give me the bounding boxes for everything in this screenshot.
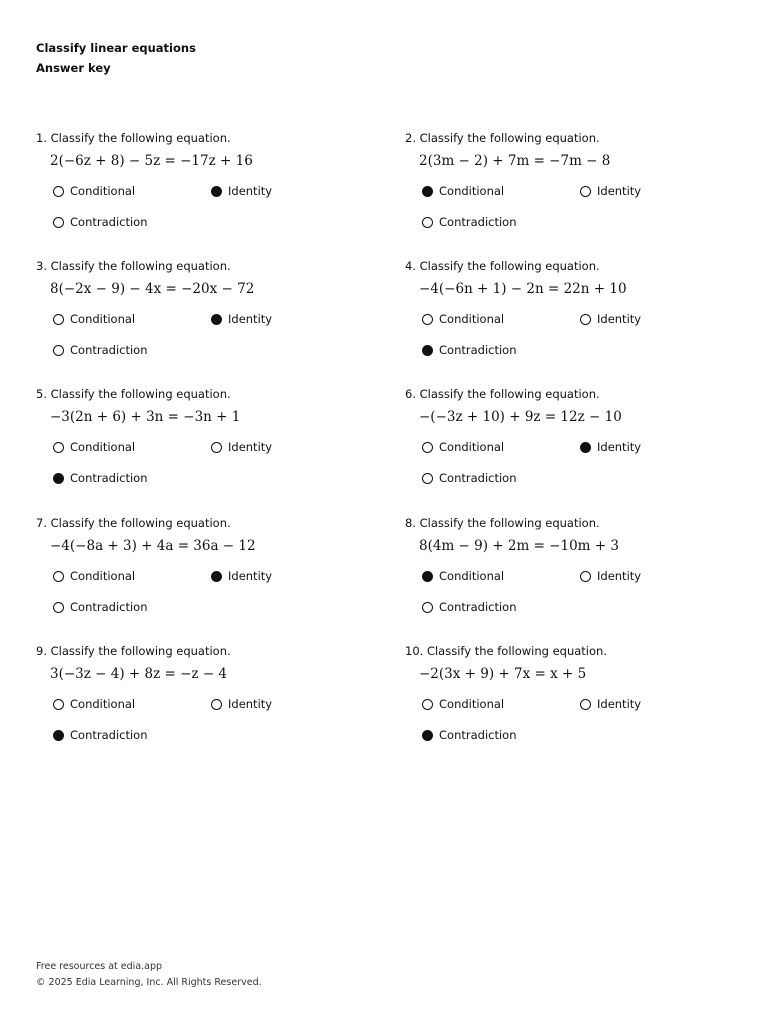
option-conditional[interactable] [53, 440, 135, 454]
option-label: Identity [228, 697, 273, 711]
option-contradiction[interactable] [53, 471, 148, 485]
problem-prompt: 7. Classify the following equation. [36, 516, 231, 530]
option-conditional[interactable] [422, 184, 504, 198]
radio-empty-icon[interactable] [53, 345, 64, 356]
problem-equation: 8(−2x − 9) − 4x = −20x − 72 [50, 281, 255, 297]
problem-prompt: 2. Classify the following equation. [405, 131, 600, 145]
option-contradiction[interactable] [53, 600, 148, 614]
option-identity[interactable] [211, 312, 272, 326]
option-label: Conditional [439, 184, 505, 198]
option-label: Conditional [439, 440, 505, 454]
radio-empty-icon[interactable] [422, 699, 433, 710]
radio-empty-icon[interactable] [53, 571, 64, 582]
option-identity[interactable] [580, 697, 641, 711]
option-contradiction[interactable] [422, 600, 517, 614]
radio-selected-icon[interactable] [211, 314, 222, 325]
option-label: Conditional [70, 569, 136, 583]
option-label: Contradiction [439, 471, 517, 485]
option-label: Identity [597, 697, 642, 711]
problem-2 [405, 131, 735, 229]
option-label: Conditional [439, 697, 505, 711]
radio-selected-icon[interactable] [422, 186, 433, 197]
problem-equation: −(−3z + 10) + 9z = 12z − 10 [419, 409, 622, 425]
option-label: Identity [228, 569, 273, 583]
problem-prompt: 9. Classify the following equation. [36, 644, 231, 658]
page-header [36, 38, 196, 78]
option-label: Contradiction [439, 600, 517, 614]
problem-1 [36, 131, 366, 229]
problem-prompt: 8. Classify the following equation. [405, 516, 600, 530]
radio-selected-icon[interactable] [211, 571, 222, 582]
radio-empty-icon[interactable] [580, 314, 591, 325]
radio-empty-icon[interactable] [53, 442, 64, 453]
radio-empty-icon[interactable] [422, 217, 433, 228]
option-identity[interactable] [580, 569, 641, 583]
problem-4 [405, 259, 735, 357]
option-label: Contradiction [439, 215, 517, 229]
option-label: Conditional [70, 440, 136, 454]
problem-equation: 2(3m − 2) + 7m = −7m − 8 [419, 153, 611, 169]
option-contradiction[interactable] [422, 215, 517, 229]
radio-empty-icon[interactable] [580, 186, 591, 197]
option-label: Identity [597, 440, 642, 454]
option-label: Contradiction [439, 343, 517, 357]
option-contradiction[interactable] [53, 215, 148, 229]
option-contradiction[interactable] [422, 471, 517, 485]
radio-empty-icon[interactable] [53, 314, 64, 325]
problem-equation: −4(−6n + 1) − 2n = 22n + 10 [419, 281, 627, 297]
radio-selected-icon[interactable] [53, 473, 64, 484]
option-conditional[interactable] [53, 697, 135, 711]
problem-equation: −3(2n + 6) + 3n = −3n + 1 [50, 409, 241, 425]
footer [36, 959, 262, 991]
option-identity[interactable] [211, 184, 272, 198]
option-conditional[interactable] [422, 697, 504, 711]
problem-equation: −4(−8a + 3) + 4a = 36a − 12 [50, 538, 256, 554]
option-contradiction[interactable] [53, 343, 148, 357]
option-identity[interactable] [211, 697, 272, 711]
radio-empty-icon[interactable] [422, 602, 433, 613]
footer-resources: Free resources at edia.app [36, 961, 163, 972]
option-label: Conditional [70, 184, 136, 198]
radio-selected-icon[interactable] [422, 571, 433, 582]
radio-empty-icon[interactable] [422, 473, 433, 484]
option-label: Identity [228, 312, 273, 326]
radio-empty-icon[interactable] [53, 602, 64, 613]
option-label: Identity [228, 184, 273, 198]
problem-prompt: 5. Classify the following equation. [36, 387, 231, 401]
option-identity[interactable] [580, 184, 641, 198]
problem-3 [36, 259, 366, 357]
option-label: Contradiction [70, 471, 148, 485]
page-subtitle: Answer key [36, 61, 111, 75]
radio-empty-icon[interactable] [53, 186, 64, 197]
radio-empty-icon[interactable] [580, 571, 591, 582]
option-label: Contradiction [70, 600, 148, 614]
option-conditional[interactable] [422, 312, 504, 326]
radio-empty-icon[interactable] [211, 442, 222, 453]
option-label: Conditional [70, 697, 136, 711]
option-conditional[interactable] [422, 440, 504, 454]
option-identity[interactable] [211, 569, 272, 583]
problem-equation: 3(−3z − 4) + 8z = −z − 4 [50, 666, 228, 682]
problem-8 [405, 516, 735, 614]
problem-5 [36, 387, 366, 485]
radio-empty-icon[interactable] [53, 699, 64, 710]
radio-selected-icon[interactable] [422, 345, 433, 356]
radio-empty-icon[interactable] [211, 699, 222, 710]
option-conditional[interactable] [53, 312, 135, 326]
option-label: Conditional [439, 312, 505, 326]
problem-prompt: 6. Classify the following equation. [405, 387, 600, 401]
page-title: Classify linear equations [36, 41, 196, 55]
option-label: Conditional [70, 312, 136, 326]
option-conditional[interactable] [53, 184, 135, 198]
option-contradiction[interactable] [53, 728, 148, 742]
option-label: Contradiction [439, 728, 517, 742]
radio-empty-icon[interactable] [422, 442, 433, 453]
radio-empty-icon[interactable] [422, 314, 433, 325]
radio-empty-icon[interactable] [580, 699, 591, 710]
radio-empty-icon[interactable] [53, 217, 64, 228]
option-label: Identity [597, 184, 642, 198]
problem-prompt: 10. Classify the following equation. [405, 644, 607, 658]
option-contradiction[interactable] [422, 343, 517, 357]
problem-prompt: 4. Classify the following equation. [405, 259, 600, 273]
problem-equation: 2(−6z + 8) − 5z = −17z + 16 [50, 153, 253, 169]
problem-equation: −2(3x + 9) + 7x = x + 5 [419, 666, 587, 682]
option-label: Contradiction [70, 728, 148, 742]
option-label: Identity [597, 569, 642, 583]
option-identity[interactable] [211, 440, 272, 454]
option-label: Identity [597, 312, 642, 326]
radio-selected-icon[interactable] [53, 730, 64, 741]
radio-selected-icon[interactable] [211, 186, 222, 197]
problem-7 [36, 516, 366, 614]
option-contradiction[interactable] [422, 728, 517, 742]
option-conditional[interactable] [53, 569, 135, 583]
problem-equation: 8(4m − 9) + 2m = −10m + 3 [419, 538, 619, 554]
option-label: Contradiction [70, 343, 148, 357]
problem-9 [36, 644, 366, 742]
problem-prompt: 3. Classify the following equation. [36, 259, 231, 273]
option-label: Contradiction [70, 215, 148, 229]
option-identity[interactable] [580, 440, 641, 454]
option-identity[interactable] [580, 312, 641, 326]
option-label: Conditional [439, 569, 505, 583]
option-label: Identity [228, 440, 273, 454]
radio-selected-icon[interactable] [580, 442, 591, 453]
problem-6 [405, 387, 735, 485]
problem-prompt: 1. Classify the following equation. [36, 131, 231, 145]
problem-10 [405, 644, 735, 742]
radio-selected-icon[interactable] [422, 730, 433, 741]
option-conditional[interactable] [422, 569, 504, 583]
footer-copyright: © 2025 Edia Learning, Inc. All Rights Reserved. [36, 977, 262, 988]
